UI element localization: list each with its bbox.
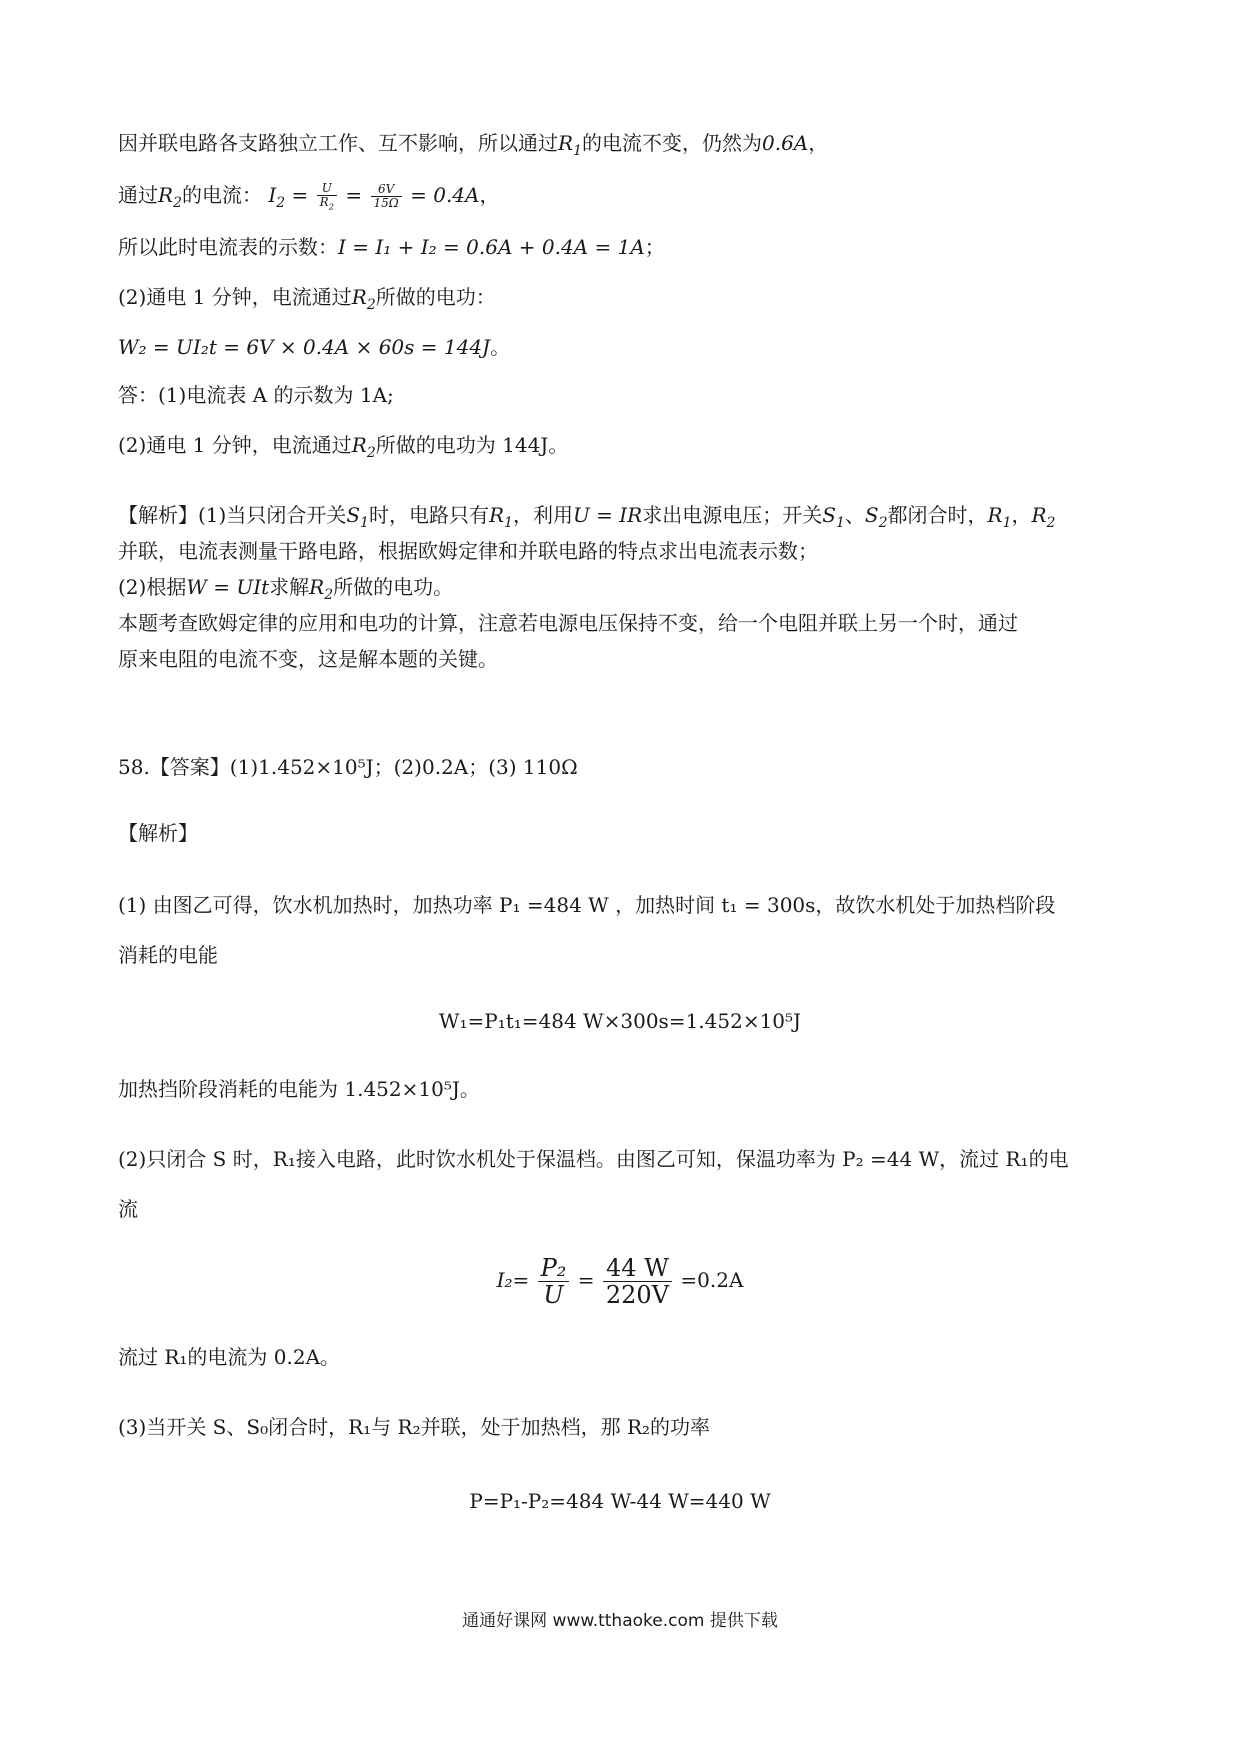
fraction-u-over-r2: $\frac{U}{R_2}$ bbox=[317, 182, 337, 212]
q58-part1-line2: 消耗的电能 bbox=[118, 943, 218, 967]
solution-line-2: 通过$R_2$的电流： $I_2$ = $\frac{U}{R_2}$ = $\frac{6V}{15\Omega}$ = 0.4A， bbox=[118, 180, 500, 212]
solution-line-5: W₂ = UI₂t = 6V × 0.4A × 60s = 144J。 bbox=[118, 335, 511, 359]
q58-analysis-heading: 【解析】 bbox=[118, 821, 198, 845]
fraction-6v-over-15ohm: $\frac{6V}{15\Omega}$ bbox=[371, 183, 402, 210]
q58-part1-line1: (1) 由图乙可得，饮水机加热时，加热功率 P₁ =484 W ，加热时间 t₁ = 300s，故饮水机处于加热档阶段 bbox=[118, 893, 1056, 917]
analysis-line-1: 【解析】(1)当只闭合开关$S_1$时，电路只有$R_1$，利用U = IR求出电源电压；开关$S_1$、$S_2$都闭合时，$R_1$，$R_2$ bbox=[118, 503, 1056, 531]
q58-part2-result: 流过 R₁的电流为 0.2A。 bbox=[118, 1345, 341, 1369]
solution-line-1: 因并联电路各支路独立工作、互不影响，所以通过$R_1$的电流不变，仍然为0.6A， bbox=[118, 131, 829, 159]
solution-answer-2: (2)通电 1 分钟，电流通过$R_2$所做的电功为 144J。 bbox=[118, 433, 569, 461]
q58-answer: 58.【答案】(1)1.452×10⁵J；(2)0.2A；(3) 110Ω bbox=[118, 755, 578, 779]
solution-line-4: (2)通电 1 分钟，电流通过$R_2$所做的电功： bbox=[118, 285, 496, 313]
fraction-p2-over-u: $\frac{\text{P₂}}{U}$ bbox=[538, 1255, 570, 1309]
q58-part2-line1: (2)只闭合 S 时，R₁接入电路，此时饮水机处于保温档。由图乙可知，保温功率为 P₂ =44 W，流过 R₁的电 bbox=[118, 1147, 1069, 1171]
q58-part3-equation: P=P₁-P₂=484 W-44 W=440 W bbox=[469, 1489, 771, 1513]
analysis-line-2: 并联，电流表测量干路电路，根据欧姆定律和并联电路的特点求出电流表示数； bbox=[118, 539, 818, 563]
solution-answer-1: 答：(1)电流表 A 的示数为 1A; bbox=[118, 383, 394, 407]
analysis-line-4: 本题考查欧姆定律的应用和电功的计算，注意若电源电压保持不变，给一个电阻并联上另一个时，通过 bbox=[118, 611, 1018, 635]
analysis-line-3: (2)根据W = UIt求解$R_2$所做的电功。 bbox=[118, 575, 454, 603]
analysis-line-5: 原来电阻的电流不变，这是解本题的关键。 bbox=[118, 647, 498, 671]
q58-part2-line2: 流 bbox=[118, 1197, 138, 1221]
q58-part3-line1: (3)当开关 S、S₀闭合时，R₁与 R₂并联，处于加热档，那 R₂的功率 bbox=[118, 1415, 711, 1439]
solution-line-3: 所以此时电流表的示数：I = I₁ + I₂ = 0.6A + 0.4A = 1A； bbox=[118, 235, 665, 259]
q58-part2-equation: I₂= $\frac{\text{P₂}}{U}$ = $\frac{44 W}{220V}$ =0.2A bbox=[496, 1253, 744, 1309]
page-footer: 通通好课网 www.tthaoke.com 提供下载 bbox=[462, 1611, 778, 1631]
q58-part1-result: 加热挡阶段消耗的电能为 1.452×10⁵J。 bbox=[118, 1077, 480, 1101]
fraction-44w-over-220v: $\frac{44 W}{220V}$ bbox=[603, 1255, 672, 1309]
q58-part1-equation: W₁=P₁t₁=484 W×300s=1.452×10⁵J bbox=[438, 1009, 802, 1033]
r1-symbol: $R_1$ bbox=[558, 131, 582, 159]
